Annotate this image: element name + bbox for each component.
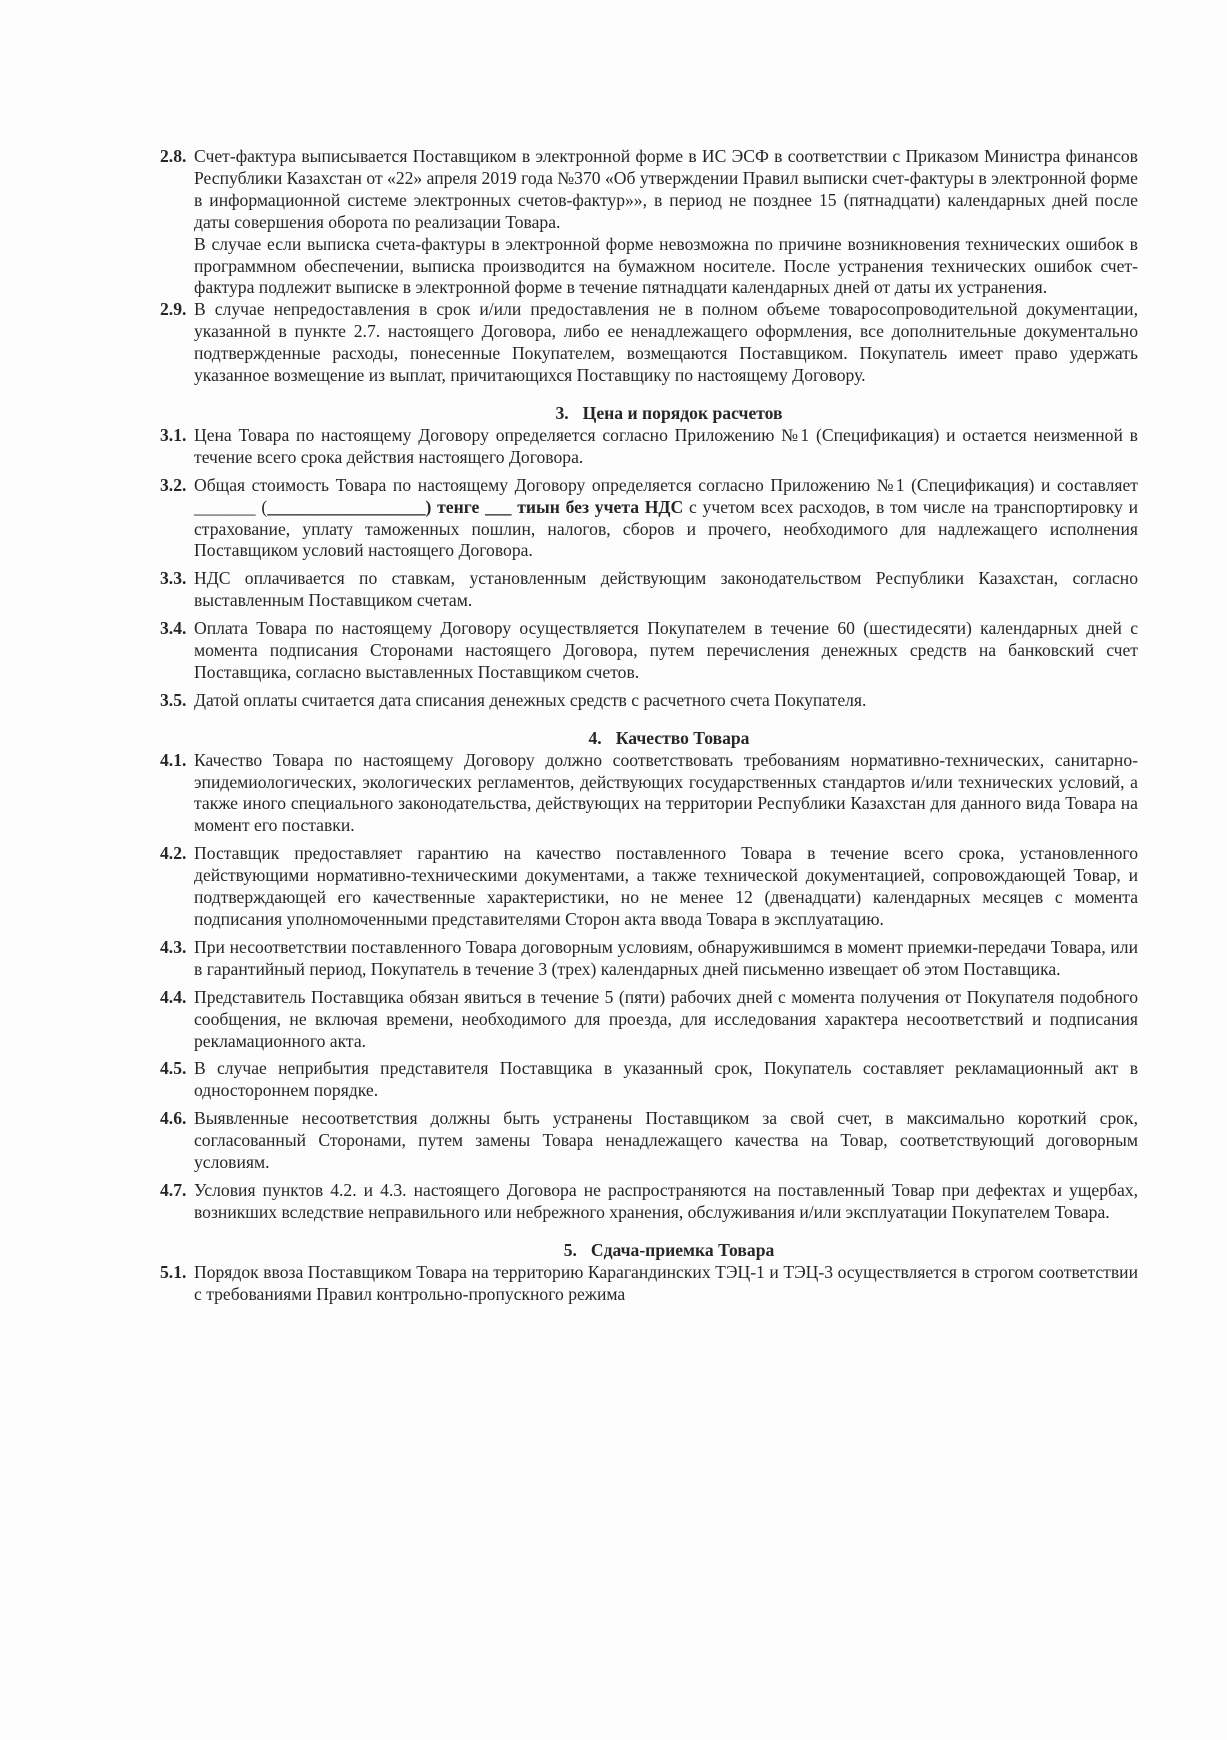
clause-3-1 bbox=[160, 425, 1138, 469]
clause-number: 3.3. bbox=[160, 568, 187, 589]
clause-text bbox=[194, 475, 1138, 563]
section-number: 5. bbox=[563, 1239, 577, 1260]
clause-number: 5.1. bbox=[160, 1261, 187, 1282]
clause-number: 2.9. bbox=[160, 299, 187, 320]
clause-number: 3.5. bbox=[160, 689, 187, 710]
clause-number: 2.8. bbox=[160, 146, 187, 166]
clause-3-2 bbox=[160, 475, 1138, 563]
clause-text-part: Общая стоимость Товара по настоящему Договору определяется согласно Приложению №1 (Спецификация) и составляет _______ ( bbox=[194, 474, 1138, 517]
clause-text: В случае непредоставления в срок и/или предоставления не в полном объеме товаросопроводительной документации, указанной в пункте 2.7. настоящего Договора, либо ее ненадлежащего оформления, все дополнительные документально подтвержденные расходы, понесенные Покупателем, возмещаются Поставщиком. Покупатель имеет право удержать указанное возмещение из выплат, причитающихся Поставщику по настоящему Договору. bbox=[194, 299, 1138, 386]
price-blank-bold: __________________) тенге ___ тиын без учета НДС bbox=[267, 496, 684, 517]
clause-number: 4.1. bbox=[160, 749, 187, 770]
clause-3-3 bbox=[160, 568, 1138, 612]
clause-4-2 bbox=[160, 843, 1138, 931]
section-title: Качество Товара bbox=[615, 727, 750, 748]
clause-4-1 bbox=[160, 750, 1138, 838]
clause-number: 4.3. bbox=[160, 936, 187, 957]
clause-text-part: с учетом всех расходов, в том числе на транспортировку и страхование, уплату таможенных пошлин, налогов, сборов и прочего, необходимого для надлежащего исполнения Поставщиком условий настоящего Договора. bbox=[194, 496, 1138, 561]
clause-4-6 bbox=[160, 1108, 1138, 1174]
clause-text: Датой оплаты считается дата списания денежных средств с расчетного счета Покупателя. bbox=[194, 689, 867, 710]
clause-4-3 bbox=[160, 937, 1138, 981]
clause-4-4 bbox=[160, 987, 1138, 1053]
clause-4-5 bbox=[160, 1058, 1138, 1102]
document-body bbox=[160, 146, 1138, 1306]
clause-text: Условия пунктов 4.2. и 4.3. настоящего Договора не распространяются на поставленный Товар при дефектах и ущербах, возникших вследствие неправильного или небрежного хранения, обслуживания и/или эксплуатации Покупателем Товара. bbox=[194, 1179, 1138, 1222]
clause-text: НДС оплачивается по ставкам, установленным действующим законодательством Республики Казахстан, согласно выставленным Поставщиком счетам. bbox=[194, 568, 1138, 611]
clause-number: 3.4. bbox=[160, 618, 187, 639]
section-title: Цена и порядок расчетов bbox=[582, 402, 783, 423]
section-title: Сдача-приемка Товара bbox=[590, 1239, 775, 1260]
clause-text: Оплата Товара по настоящему Договору осуществляется Покупателем в течение 60 (шестидесяти) календарных дней с момента подписания Сторонами настоящего Договора, путем перечисления денежных средств на банковский счет Поставщика, согласно выставленных Поставщиком счетов. bbox=[194, 618, 1138, 682]
clause-number: 4.6. bbox=[160, 1108, 187, 1129]
clause-text: Цена Товара по настоящему Договору определяется согласно Приложению №1 (Спецификация) и остается неизменной в течение всего срока действия настоящего Договора. bbox=[194, 424, 1138, 467]
clause-number: 4.2. bbox=[160, 843, 187, 864]
clause-number: 4.4. bbox=[160, 986, 187, 1007]
clause-text: Представитель Поставщика обязан явиться в течение 5 (пяти) рабочих дней с момента получения от Покупателя подобного сообщения, не включая времени, необходимого для проезда, для исследования характера несоответствий и подписания рекламационного акта. bbox=[194, 986, 1138, 1051]
clause-text: Качество Товара по настоящему Договору должно соответствовать требованиям нормативно-технических, санитарно-эпидемиологических, экологических регламентов, действующих государственных стандартов и/или технических условий, а также иного специального законодательства, действующих на территории Республики Казахстан для данного вида Товара на момент его поставки. bbox=[194, 749, 1138, 836]
clause-text: Выявленные несоответствия должны быть устранены Поставщиком за свой счет, в максимально короткий срок, согласованный Сторонами, путем замены Товара ненадлежащего качества на Товар, соответствующий договорным условиям. bbox=[194, 1108, 1138, 1173]
section-heading-4 bbox=[160, 728, 1138, 750]
clause-number: 3.1. bbox=[160, 424, 187, 445]
clause-text: Порядок ввоза Поставщиком Товара на территорию Карагандинских ТЭЦ-1 и ТЭЦ-3 осуществляется в строгом соответствии с требованиями Правил контрольно-пропускного режима bbox=[194, 1261, 1138, 1304]
clause-4-7 bbox=[160, 1180, 1138, 1224]
clause-text: В случае неприбытия представителя Поставщика в указанный срок, Покупатель составляет рекламационный акт в одностороннем порядке. bbox=[194, 1058, 1138, 1101]
clause-text-continued: В случае если выписка счета-фактуры в электронной форме невозможна по причине возникновения технических ошибок в программном обеспечении, выписка производится на бумажном носителе. После устранения технических ошибок счет-фактура подлежит выписке в электронной форме в течение пятнадцати календарных дней от даты их устранения. bbox=[194, 233, 1138, 298]
section-heading-3 bbox=[160, 403, 1138, 425]
clause-number: 4.7. bbox=[160, 1179, 187, 1200]
clause-text: Поставщик предоставляет гарантию на качество поставленного Товара в течение всего срока, установленного действующими нормативно-техническими документами, а также технической документацией, сопровождающей Товар, и подтверждающей его качественные характеристики, но не менее 12 (двенадцати) календарных месяцев с момента подписания уполномоченными представителями Сторон акта ввода Товара в эксплуатацию. bbox=[194, 843, 1138, 929]
clause-5-1 bbox=[160, 1262, 1138, 1306]
clause-3-4 bbox=[160, 618, 1138, 684]
section-number: 3. bbox=[555, 402, 569, 423]
clause-3-5 bbox=[160, 690, 1138, 712]
clause-number: 3.2. bbox=[160, 474, 187, 495]
clause-number: 4.5. bbox=[160, 1058, 187, 1079]
clause-text: Счет-фактура выписывается Поставщиком в электронной форме в ИС ЭСФ в соответствии с Приказом Министра финансов Республики Казахстан от «22» апреля 2019 года №370 «Об утверждении Правил выписки счет-фактуры в электронной форме в информационной системе электронных счетов-фактур»», в период не позднее 15 (пятнадцати) календарных дней после даты совершения оборота по реализации Товара. bbox=[194, 146, 1138, 232]
section-number: 4. bbox=[588, 727, 602, 748]
clause-2-8 bbox=[160, 146, 1138, 299]
section-heading-5 bbox=[160, 1240, 1138, 1262]
clause-text: При несоответствии поставленного Товара договорным условиям, обнаружившимся в момент приемки-передачи Товара, или в гарантийный период, Покупатель в течение 3 (трех) календарных дней письменно извещает об этом Поставщика. bbox=[194, 936, 1138, 979]
clause-2-9 bbox=[160, 299, 1138, 387]
